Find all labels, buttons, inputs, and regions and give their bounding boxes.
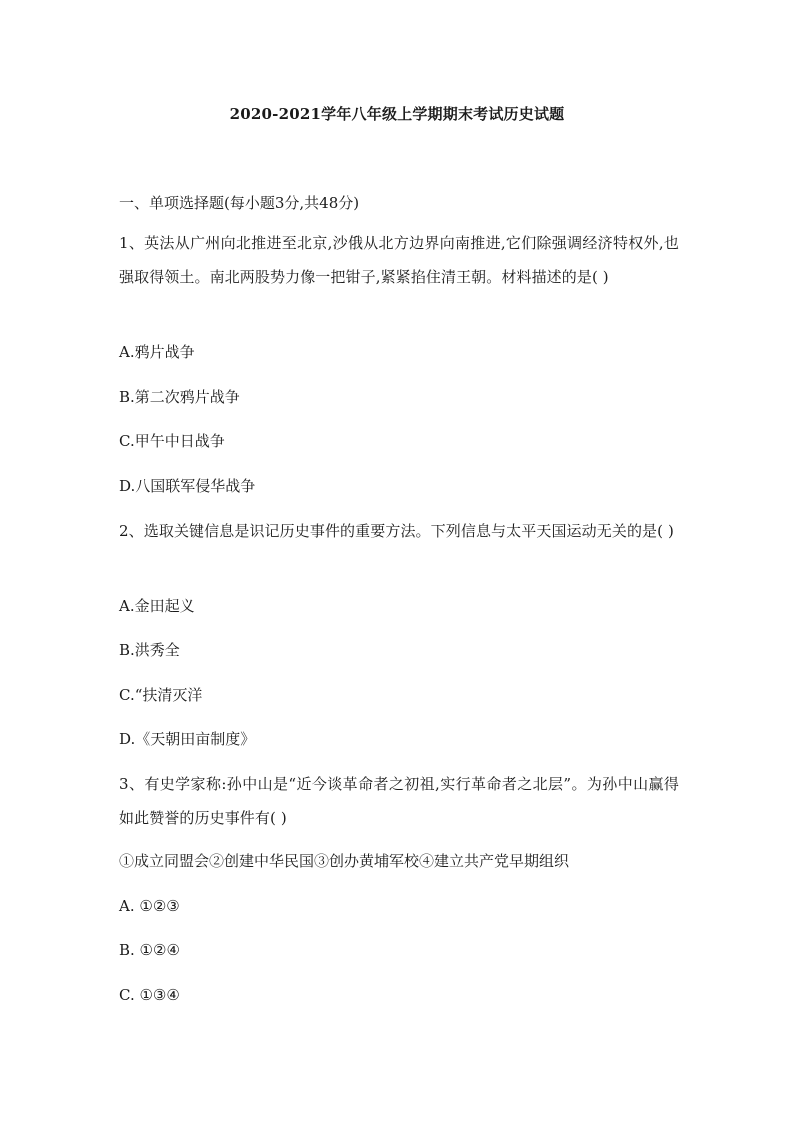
section-heading: 一、单项选择题(每小题3分,共48分) [119, 194, 360, 212]
page-title: 2020-2021学年八年级上学期期末考试历史试题 [229, 105, 565, 123]
question-1-option-c: C.甲午中日战争 [119, 432, 225, 450]
question-2-option-d: D.《天朝田亩制度》 [119, 730, 256, 748]
question-2-stem: 2、选取关键信息是识记历史事件的重要方法。下列信息与太平天国运动无关的是( ) [119, 522, 674, 540]
question-3-option-a: A. ①②③ [119, 897, 180, 915]
question-3-option-b: B. ①②④ [119, 941, 180, 959]
question-3-material: ①成立同盟会②创建中华民国③创办黄埔军校④建立共产党早期组织 [119, 852, 570, 870]
question-1-stem: 1、英法从广州向北推进至北京,沙俄从北方边界向南推进,它们除强调经济特权外,也强取得领土。南北两股势力像一把钳子,紧紧掐住清王朝。材料描述的是( ) [119, 234, 679, 286]
question-1-option-a: A.鸦片战争 [119, 343, 195, 361]
question-3-stem: 3、有史学家称:孙中山是“近今谈革命者之初祖,实行革命者之北层”。为孙中山赢得如此赞誉的历史事件有( ) [119, 775, 679, 827]
question-2-option-c: C.“扶清灭洋 [119, 686, 203, 704]
question-1-option-d: D.八国联军侵华战争 [119, 477, 256, 495]
question-3-option-c: C. ①③④ [119, 986, 180, 1004]
question-2-option-b: B.洪秀全 [119, 641, 180, 659]
question-1-option-b: B.第二次鸦片战争 [119, 388, 240, 406]
question-2-option-a: A.金田起义 [119, 597, 195, 615]
